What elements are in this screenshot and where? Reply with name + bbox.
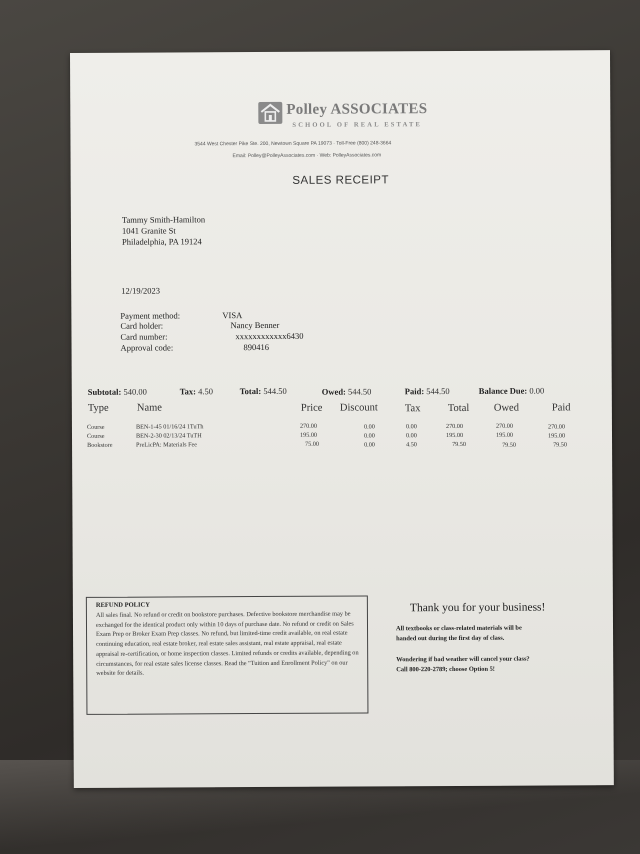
col-header-discount: Discount <box>339 402 378 414</box>
approval-code-label: Approval code: <box>120 342 174 353</box>
col-header-name: Name <box>136 402 162 414</box>
payment-method-value: VISA <box>222 310 243 321</box>
cell-tax: 4.50 <box>406 441 417 449</box>
card-holder-value: Nancy Benner <box>230 319 280 331</box>
card-number-value: xxxxxxxxxxxx6430 <box>235 330 304 342</box>
thank-you-message: Thank you for your business! <box>409 601 546 615</box>
company-contact: Email: Polley@PolleyAssociates.com · Web: PolleyAssociates.com <box>232 152 382 160</box>
cell-owed: 270.00 <box>495 422 513 430</box>
house-logo-icon <box>258 102 282 124</box>
customer-city: Philadelphia, PA 19124 <box>121 236 202 247</box>
textbooks-note-line-1: All textbooks or class-related materials will be <box>396 624 522 633</box>
col-header-owed: Owed <box>493 402 519 414</box>
cell-name: BEN-1-45 01/16/24 1TuTh <box>135 423 204 431</box>
summary-tax: Tax: 4.50 <box>179 386 214 397</box>
col-header-total: Total <box>447 402 470 415</box>
refund-policy-box <box>86 595 369 714</box>
weather-note-line-1: Wondering if bad weather will cancel your class? <box>396 655 530 664</box>
summary-owed: Owed: 544.50 <box>321 386 372 397</box>
cell-tax: 0.00 <box>405 423 417 431</box>
payment-method-label: Payment method: <box>120 310 181 321</box>
cell-total: 79.50 <box>452 440 466 449</box>
cell-price: 270.00 <box>299 422 317 430</box>
company-address: 3544 West Chester Pike Ste. 200, Newtown Square PA 19073 · Toll-Free (800) 248-3664 <box>194 140 392 148</box>
cell-paid: 270.00 <box>547 423 565 431</box>
col-header-type: Type <box>87 402 109 414</box>
cell-total: 195.00 <box>445 431 464 440</box>
cell-total: 270.00 <box>445 422 463 431</box>
cell-discount: 0.00 <box>364 441 375 449</box>
card-number-label: Card number: <box>120 331 168 342</box>
receipt-date: 12/19/2023 <box>121 285 161 296</box>
cell-name: BEN-2-30 02/13/24 TuTH <box>135 432 202 440</box>
cell-price: 195.00 <box>299 431 318 439</box>
customer-street: 1041 Granite St <box>121 225 176 236</box>
textbooks-note-line-2: handed out during the first day of class. <box>396 634 505 643</box>
company-name: Polley ASSOCIATES <box>286 101 428 118</box>
cell-type: Course <box>86 423 105 431</box>
refund-policy-title: REFUND POLICY <box>95 601 150 609</box>
weather-note-line-2: Call 800-220-2789; choose Option 5! <box>396 665 495 674</box>
col-header-price: Price <box>300 402 323 414</box>
cell-paid: 79.50 <box>553 441 567 449</box>
company-subtitle: SCHOOL OF REAL ESTATE <box>292 121 423 129</box>
col-header-paid: Paid <box>551 402 571 414</box>
customer-name: Tammy Smith-Hamilton <box>121 214 206 225</box>
summary-paid: Paid: 544.50 <box>404 386 450 397</box>
card-holder-label: Card holder: <box>120 320 164 331</box>
receipt-title: SALES RECEIPT <box>292 174 390 187</box>
cell-discount: 0.00 <box>363 432 375 440</box>
col-header-tax: Tax <box>404 403 421 415</box>
cell-tax: 0.00 <box>405 432 417 440</box>
cell-price: 75.00 <box>305 440 319 448</box>
cell-owed: 195.00 <box>495 431 514 439</box>
summary-subtotal: Subtotal: 540.00 <box>87 386 147 397</box>
cell-paid: 195.00 <box>547 432 566 440</box>
summary-total: Total: 544.50 <box>239 385 287 397</box>
refund-policy-text: All sales final. No refund or credit on bookstore purchases. Defective bookstore merchandise may be exchanged for the identical product only within 10 days of purchase date. No refund or credit on Sales Exam Prep or Broker Exam Prep classes. No refund, but limited-time credit available, on real estate continuing education, real estate broker, real estate sales assistant, real estate appraisal, real estate appraisal re-certification, or home inspection classes. Limited refunds or credits available, depending on circumstances, for real estate sales license classes. Read the "Tuition and Enrollment Policy" on our website for details. <box>95 610 359 678</box>
cell-name: PreLicPA: Materials Fee <box>136 441 198 449</box>
cell-owed: 79.50 <box>502 441 516 449</box>
receipt-paper <box>70 50 614 788</box>
cell-type: Course <box>86 432 105 440</box>
approval-code-value: 890416 <box>243 341 270 353</box>
summary-balance-due: Balance Due: 0.00 <box>478 385 545 396</box>
cell-discount: 0.00 <box>363 423 375 431</box>
cell-type: Bookstore <box>87 441 113 449</box>
